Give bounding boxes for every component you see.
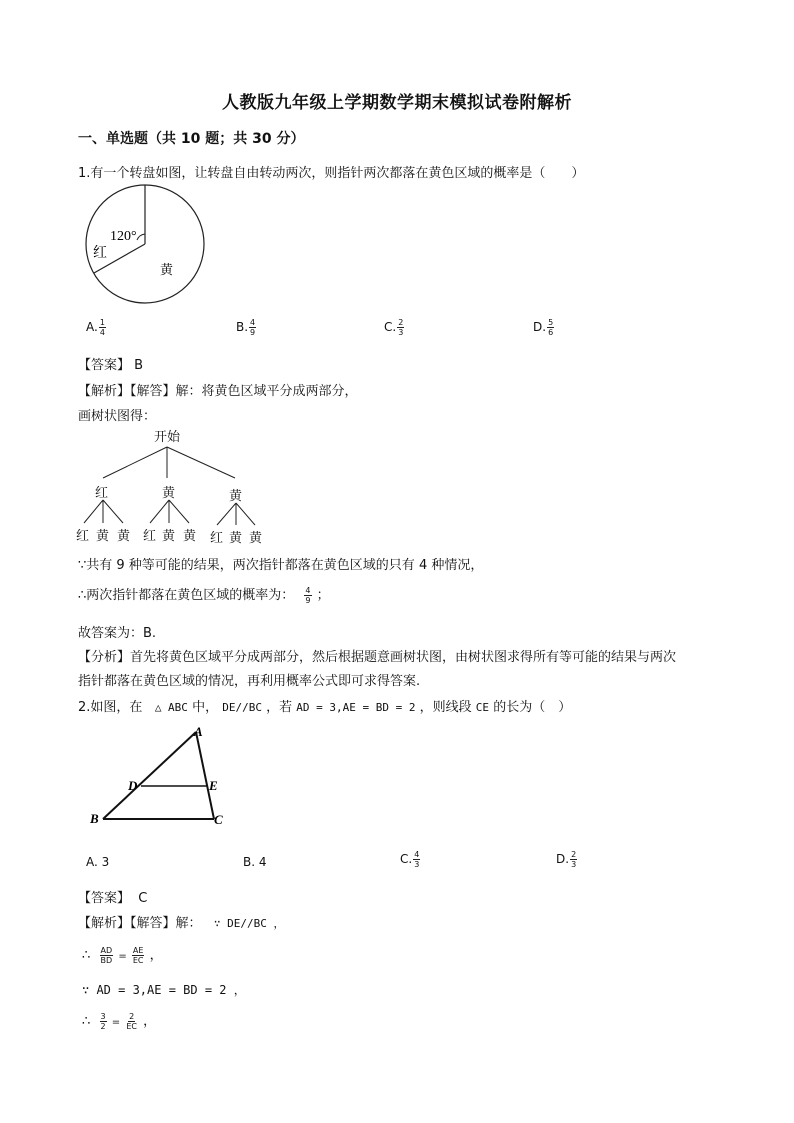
answer-value: C xyxy=(138,891,148,906)
frac-den: BD xyxy=(100,956,113,965)
q2-given: AD = 3,AE = BD = 2 xyxy=(296,701,416,714)
frac-den: EC xyxy=(132,956,144,965)
question-2-text xyxy=(78,696,571,715)
frac-num: AD xyxy=(100,946,113,955)
question-1-text: 1.有一个转盘如图，让转盘自由转动两次，则指针两次都落在黄色区域的概率是（ ） xyxy=(78,166,585,181)
therefore-text: ∴两次指针都落在黄色区域的概率为： xyxy=(78,588,295,603)
q2-part: 的长为（ ） xyxy=(493,700,572,715)
q1-because-line: ∵共有 9 种等可能的结果，两次指针都落在黄色区域的只有 4 种情况， xyxy=(78,558,484,573)
frac-num: 4 xyxy=(414,850,420,859)
frac-num: 2 xyxy=(398,318,404,327)
frac-num: 4 xyxy=(250,318,256,327)
q2-answer xyxy=(78,887,147,906)
q1-answer xyxy=(78,354,143,373)
option-letter: C. xyxy=(384,320,397,334)
frac-num: 1 xyxy=(99,318,105,327)
option-d xyxy=(533,318,555,337)
q1-therefore-line xyxy=(78,584,330,605)
tree-l2-node: 红 xyxy=(210,531,224,546)
frac-num: 4 xyxy=(305,586,311,595)
section-header: 一、单选题（共 10 题；共 30 分） xyxy=(78,131,305,147)
frac-den: 4 xyxy=(99,328,105,337)
q1-analysis: 【解析】【解答】解：将黄色区域平分成两部分， xyxy=(78,384,358,399)
frac-den: 3 xyxy=(398,328,404,337)
step-end: ， xyxy=(143,1014,157,1029)
side-ac xyxy=(196,732,214,819)
tree-l1-node: 黄 xyxy=(229,489,243,504)
q2-ce: CE xyxy=(475,701,490,714)
spinner-figure xyxy=(80,182,210,306)
tree-l1-node: 黄 xyxy=(162,486,176,501)
option-d xyxy=(556,850,578,869)
q1-summary-2: 指针都落在黄色区域的情况，再利用概率公式即可求得答案. xyxy=(78,674,421,689)
option-letter: B. xyxy=(236,320,249,334)
vertex-d: D xyxy=(128,778,138,793)
option-c xyxy=(384,318,405,337)
angle-arc xyxy=(137,234,145,240)
tree-l2-node: 黄 xyxy=(229,531,243,546)
frac-den: 3 xyxy=(571,860,577,869)
q2-part: 2.如图，在 xyxy=(78,700,143,715)
q2-parallel: DE//BC xyxy=(222,701,262,714)
q2-part: ，则线段 xyxy=(419,700,472,715)
analysis-text: 【解析】【解答】解： xyxy=(78,916,202,931)
tree-caption: 画树状图得： xyxy=(78,409,157,424)
frac-den: 2 xyxy=(100,1022,106,1031)
tree-l2-node: 黄 xyxy=(117,529,131,544)
tree-l2-node: 黄 xyxy=(183,529,197,544)
frac-num: 5 xyxy=(548,318,554,327)
option-b: B. 4 xyxy=(243,855,267,869)
analysis-because: ∵ DE//BC ， xyxy=(213,917,285,930)
therefore-symbol: ∴ xyxy=(82,948,91,963)
q2-part: ，若 xyxy=(266,700,293,715)
frac-num: AE xyxy=(132,946,144,955)
answer-value: B xyxy=(134,358,144,373)
yellow-region-label: 黄 xyxy=(160,263,174,278)
tree-root: 开始 xyxy=(154,430,181,445)
frac-den: 9 xyxy=(305,596,311,605)
option-letter: A. xyxy=(86,320,98,334)
option-b xyxy=(236,318,257,337)
vertex-a: A xyxy=(194,724,203,739)
tree-l2-node: 红 xyxy=(143,529,157,544)
frac-num: 2 xyxy=(129,1012,135,1021)
answer-tag: 【答案】 xyxy=(78,358,131,373)
frac-num: 2 xyxy=(571,850,577,859)
therefore-end: ； xyxy=(316,588,330,603)
frac-den: EC xyxy=(126,1022,137,1031)
answer-tag: 【答案】 xyxy=(78,891,131,906)
option-a xyxy=(86,318,107,337)
step-end: ， xyxy=(149,948,163,963)
option-letter: D. xyxy=(533,320,547,334)
q2-step-1: ∴ $\frac{AD}{BD}$ = $\frac{AE}{EC}$ ， xyxy=(82,946,163,965)
tree-l2-node: 黄 xyxy=(249,531,263,546)
q2-step-3: ∴ $\frac{3}{2}$ = $\frac{2}{EC}$ ， xyxy=(82,1012,157,1031)
tree-l2-node: 黄 xyxy=(96,529,110,544)
option-letter: C. xyxy=(400,852,413,866)
q2-step-2: ∵ AD = 3,AE = BD = 2 ， xyxy=(82,983,246,997)
angle-label: 120° xyxy=(110,229,137,244)
frac-num: 3 xyxy=(100,1012,106,1021)
vertex-c: C xyxy=(214,812,223,827)
red-region-label: 红 xyxy=(93,245,107,261)
q2-triangle: △ ABC xyxy=(154,701,188,714)
side-ab xyxy=(103,732,196,819)
q1-final: 故答案为：B. xyxy=(78,626,157,641)
frac-den: 3 xyxy=(414,860,420,869)
frac-den: 9 xyxy=(250,328,256,337)
option-a: A. 3 xyxy=(86,855,110,869)
tree-l1-node: 红 xyxy=(95,486,109,501)
option-c xyxy=(400,850,421,869)
q2-analysis xyxy=(78,912,285,931)
triangle-figure xyxy=(86,722,236,834)
therefore-symbol: ∴ xyxy=(82,1014,91,1029)
vertex-e: E xyxy=(209,778,218,793)
frac-den: 6 xyxy=(548,328,554,337)
option-letter: D. xyxy=(556,852,570,866)
document-title: 人教版九年级上学期数学期末模拟试卷附解析 xyxy=(222,93,572,113)
q1-summary-1: 【分析】首先将黄色区域平分成两部分，然后根据题意画树状图，由树状图求得所有等可能的结果与两次 xyxy=(78,650,677,665)
tree-l2-node: 红 xyxy=(76,529,90,544)
q2-part: 中， xyxy=(192,700,219,715)
tree-l2-node: 黄 xyxy=(162,529,176,544)
vertex-b: B xyxy=(90,811,99,826)
